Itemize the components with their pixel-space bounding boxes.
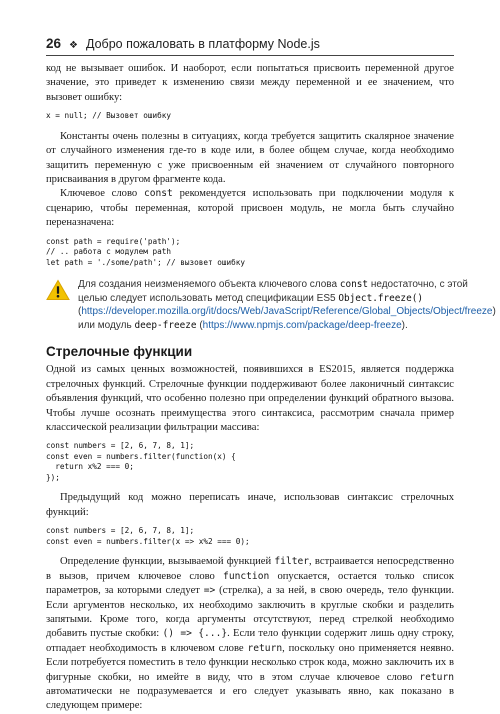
header-separator-icon: ❖ <box>69 40 78 51</box>
code-block-3: const numbers = [2, 6, 7, 8, 1]; const even = numbers.filter(function(x) { return x%2 === 0; }); <box>46 441 236 482</box>
code-block-4: const numbers = [2, 6, 7, 8, 1]; const even = numbers.filter(x => x%2 === 0); <box>46 526 250 546</box>
inline-code: const <box>143 188 173 200</box>
paragraph-2: Константы очень полезны в ситуациях, когда требуется защитить скалярное значение от случайного изменения где-то в коде или, в более общем случае, когда необходимо защитить переменную с уже присвоенным ей значением от случайного повторного присваивания в другом фрагменте кода. <box>46 130 454 185</box>
section-title: Стрелочные функции <box>46 344 193 360</box>
paragraph-6: Определение функции, вызываемой функцией filter, встраивается непосредственно в вызов, причем ключевое слово function опускается, остается только список параметров, за которыми следует => (стрелка), а за ней, в свою очередь, тело функции. Если аргументов несколько, их необходимо заключить в круглые скобки и разделить запятыми. Кроме того, когда аргументы отсутствуют, перед стрелкой необходимо добавить пустые скобки: () => {...}. Если тело функции содержит лишь одну строку, отпадает необходимость в ключевом слове return, поскольку оно применяется неявно. Если потребуется поместить в тело функции несколько строк кода, можно заключить их в фигурные скобки, но имейте в виду, что в этом случае ключевое слово return автоматически не подразумевается и его следует указывать явно, как показано в следующем примере: <box>46 556 455 712</box>
warning-note <box>46 278 496 332</box>
paragraph-3: Ключевое слово const рекомендуется использовать при подключении модуля к сценарию, чтобы переменная, которой присвоен модуль, не могла быть случайно переназначена: <box>46 188 454 229</box>
paragraph-1: код не вызывает ошибок. И наоборот, если попытаться присвоить переменной другое значение, это приведет к изменению связи между переменной и ее значением, что вызовет ошибку: <box>46 63 454 103</box>
link-deep-freeze[interactable]: https://www.npmjs.com/package/deep-freeze <box>202 319 402 331</box>
warning-triangle-icon <box>46 279 70 301</box>
code-block-1: x = null; // Вызовет ошибку <box>46 111 171 121</box>
running-header <box>46 36 454 56</box>
paragraph-4: Одной из самых ценных возможностей, появившихся в ES2015, является поддержка стрелочных функций. Стрелочные функции поддерживают более лаконичный синтаксис объявления функций, что особенно полезно при определении функций обратного вызова. Чтобы лучше осознать преимущества этого синтаксиса, рассмотрим сначала пример классической реализации фильтрации массива: <box>46 364 454 434</box>
warning-note-text: Для создания неизменяемого объекта ключевого слова const недостаточно, с этой целью следует использовать метод спецификации ES5 Object.freeze() (https://developer.mozilla.org/it/docs/Web/JavaScript/Reference/Global_Objects/Object/freeze) или модуль deep-freeze (https://www.npmjs.com/package/deep-freeze). <box>78 279 496 331</box>
link-object-freeze[interactable]: https://developer.mozilla.org/it/docs/Web/JavaScript/Reference/Global_Objects/Object/freeze <box>81 306 493 318</box>
code-block-2: const path = require('path'); // .. работа с модулем path let path = './some/path'; // вызовет ошибку <box>46 236 246 267</box>
page-number: 26 <box>46 36 62 51</box>
chapter-title: Добро пожаловать в платформу Node.js <box>86 37 320 51</box>
paragraph-5: Предыдущий код можно переписать иначе, использовав синтаксис стрелочных функций: <box>46 492 454 518</box>
